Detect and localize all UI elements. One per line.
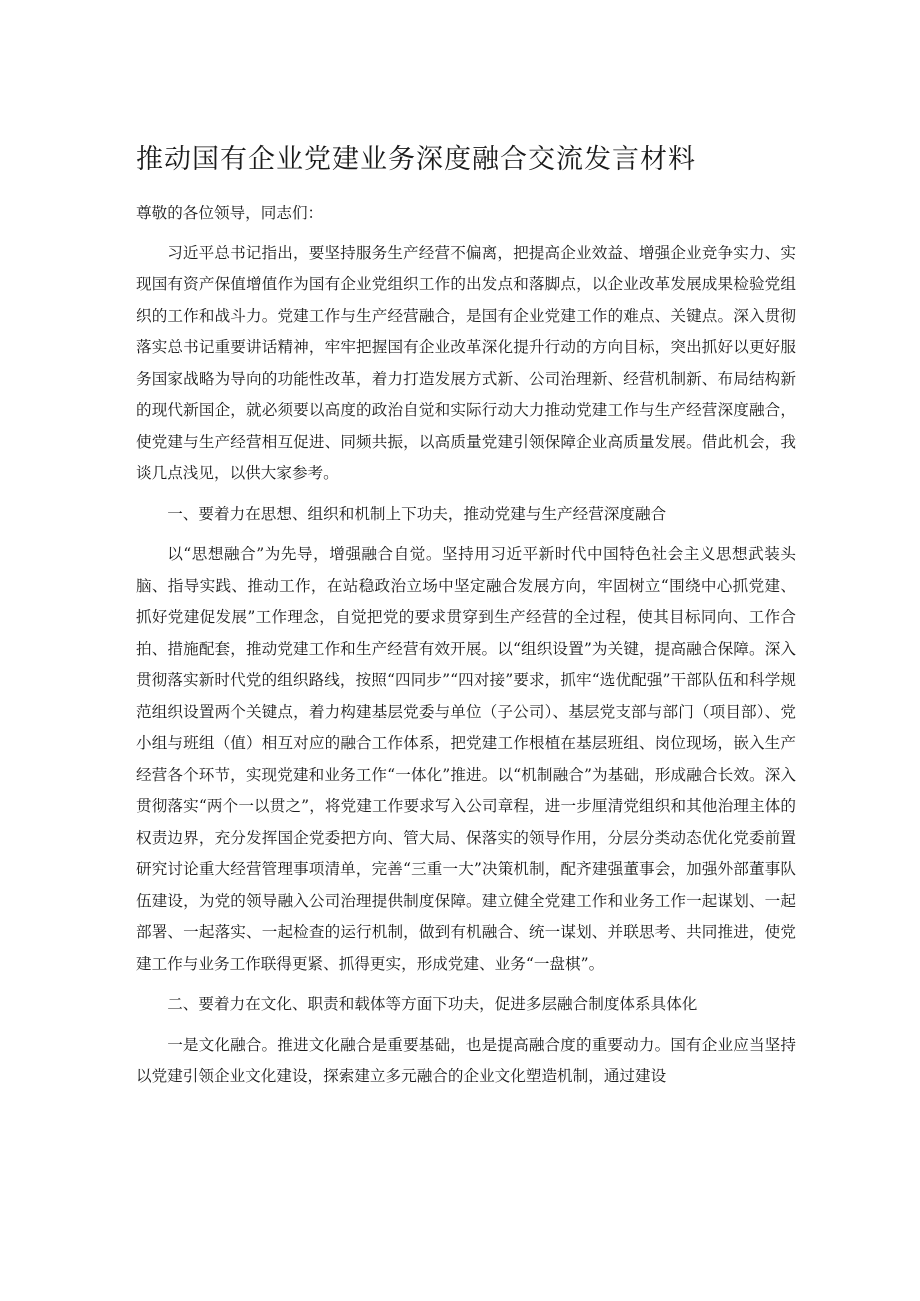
paragraph-section-1: 以“思想融合”为先导，增强融合自觉。坚持用习近平新时代中国特色社会主义思想武装头脑、指导实践、推动工作，在站稳政治立场中坚定融合发展方向，牢固树立“围绕中心抓党建、抓好党建促发展”工作理念，自觉把党的要求贯穿到生产经营的全过程，使其目标同向、工作合拍、措施配套，推动党建工作和生产经营有效开展。以“组织设置”为关键，提高融合保障。深入贯彻落实新时代党的组织路线，按照“四同步”“四对接”要求，抓牢“选优配强”干部队伍和科学规范组织设置两个关键点，着力构建基层党委与单位（子公司）、基层党支部与部门（项目部）、党小组与班组（值）相互对应的融合工作体系，把党建工作根植在基层班组、岗位现场，嵌入生产经营各个环节，实现党建和业务工作“一体化”推进。以“机制融合”为基础，形成融合长效。深入贯彻落实“两个一以贯之”，将党建工作要求写入公司章程，进一步厘清党组织和其他治理主体的权责边界，充分发挥国企党委把方向、管大局、保落实的领导作用，分层分类动态优化党委前置研究讨论重大经营管理事项清单，完善“三重一大”决策机制，配齐建强董事会，加强外部董事队伍建设，为党的领导融入公司治理提供制度保障。建立健全党建工作和业务工作一起谋划、一起部署、一起落实、一起检查的运行机制，做到有机融合、统一谋划、并联思考、共同推进，使党建工作与业务工作联得更紧、抓得更实，形成党建、业务“一盘棋”。 <box>136 545 796 973</box>
salutation: 尊敬的各位领导，同志们： <box>136 204 324 222</box>
section-heading-2: 二、要着力在文化、职责和载体等方面下功夫，促进多层融合制度体系具体化 <box>167 995 698 1013</box>
document-title: 推动国有企业党建业务深度融合交流发言材料 <box>136 144 696 175</box>
section-heading-1: 一、要着力在思想、组织和机制上下功夫，推动党建与生产经营深度融合 <box>167 504 667 523</box>
paragraph-intro: 习近平总书记指出，要坚持服务生产经营不偏离，把提高企业效益、增强企业竞争实力、实现国有资产保值增值作为国有企业党组织工作的出发点和落脚点，以企业改革发展成果检验党组织的工作和战斗力。党建工作与生产经营融合，是国有企业党建工作的难点、关键点。深入贯彻落实总书记重要讲话精神，牢牢把握国有企业改革深化提升行动的方向目标，突出抓好以更好服务国家战略为导向的功能性改革，着力打造发展方式新、公司治理新、经营机制新、布局结构新的现代新国企，就必须要以高度的政治自觉和实际行动大力推动党建工作与生产经营深度融合，使党建与生产经营相互促进、同频共振，以高质量党建引领保障企业高质量发展。借此机会，我谈几点浅见，以供大家参考。 <box>136 243 796 482</box>
paragraph-section-2: 一是文化融合。推进文化融合是重要基础，也是提高融合度的重要动力。国有企业应当坚持以党建引领企业文化建设，探索建立多元融合的企业文化塑造机制，通过建设 <box>136 1035 796 1085</box>
document-body <box>136 198 796 1102</box>
